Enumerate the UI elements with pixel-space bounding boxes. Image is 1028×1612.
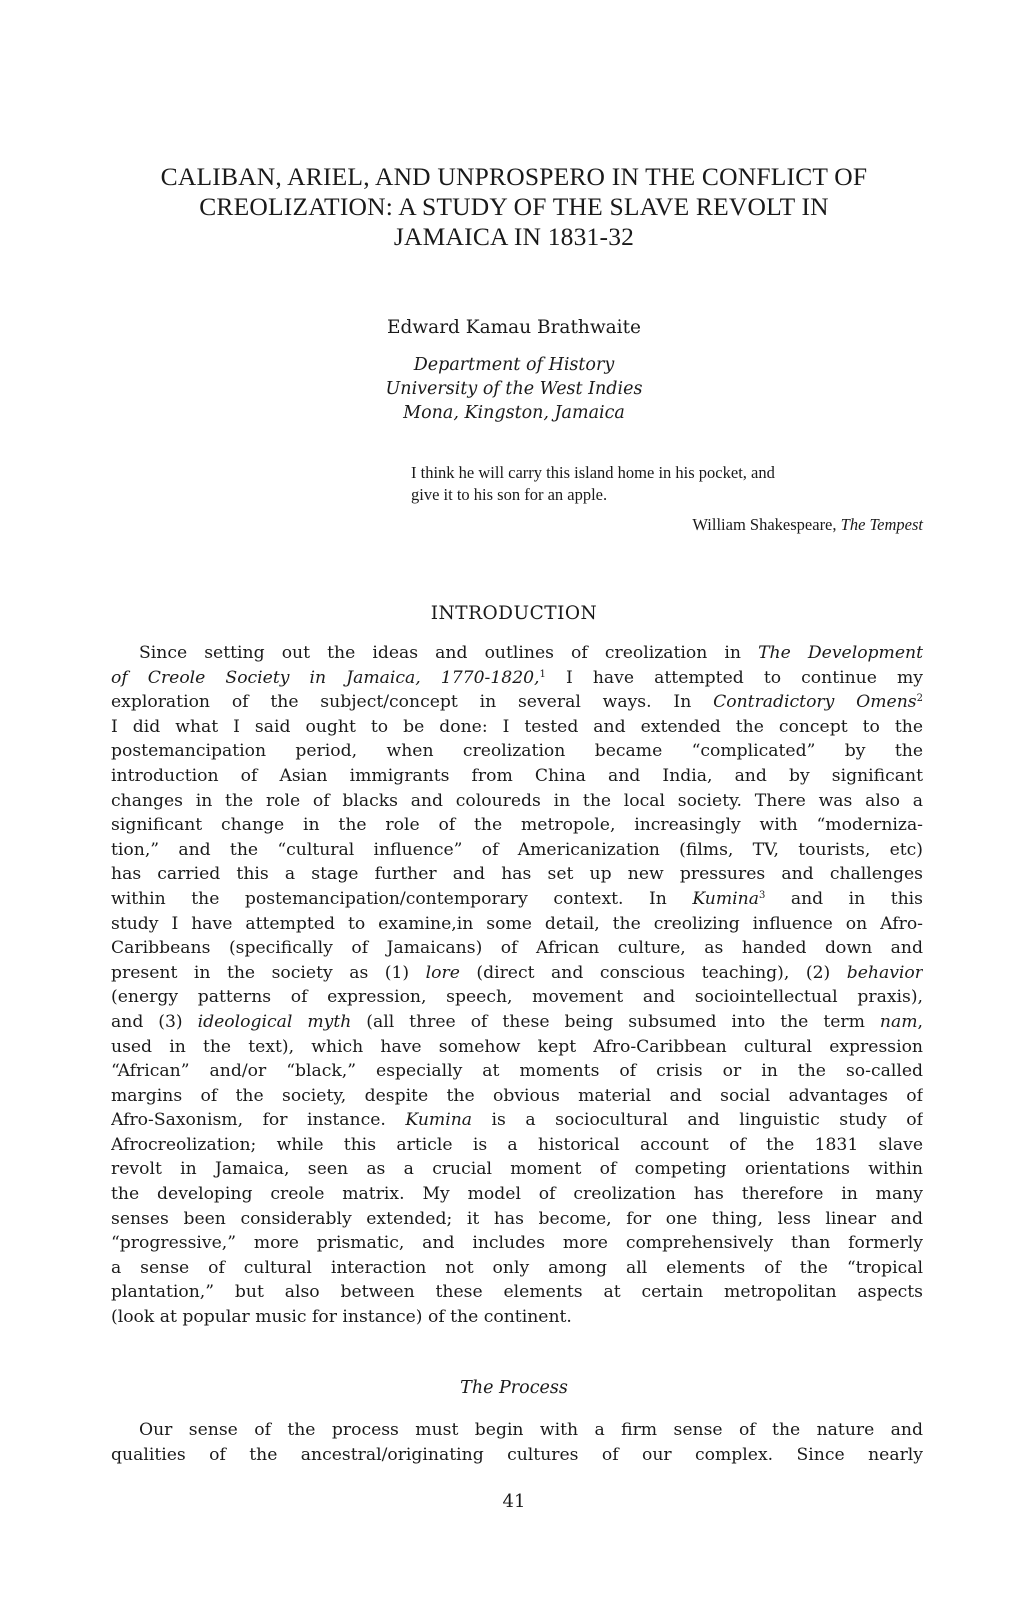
text-line: significant change in the role of the metropole, increasingly with “moderniza- — [111, 815, 923, 836]
article-title — [60, 162, 968, 252]
text-line: Since setting out the ideas and outlines of creolization in The Development — [139, 643, 923, 663]
title-line: JAMAICA IN 1831-32 — [393, 222, 635, 251]
text-line: Afro-Saxonism, for instance. Kumina is a sociocultural and linguistic study of — [111, 1110, 923, 1131]
text-line: revolt in Jamaica, seen as a crucial moment of competing orientations within — [111, 1159, 923, 1180]
footnote-ref: 1 — [539, 668, 546, 680]
text-line: margins of the society, despite the obvious material and social advantages of — [111, 1085, 923, 1106]
attribution-author: William Shakespeare, — [692, 515, 841, 534]
author-name: Edward Kamau Brathwaite — [387, 317, 641, 338]
text-line: changes in the role of blacks and coloureds in the local society. There was also a — [111, 790, 923, 811]
process-paragraph — [111, 1418, 923, 1467]
text-line: of Creole Society in Jamaica, 1770-1820,$^1$ I have attempted to continue my — [111, 667, 923, 688]
text-line: “progressive,” more prismatic, and includes more comprehensively than formerly — [111, 1233, 923, 1254]
text-line: qualities of the ancestral/originating cultures of our complex. Since nearly — [111, 1444, 923, 1465]
subsection-heading: The Process — [460, 1378, 568, 1398]
text-line: “African” and/or “black,” especially at moments of crisis or in the so-called — [111, 1061, 923, 1082]
text-line: Caribbeans (specifically of Jamaicans) of African culture, as handed down and — [111, 938, 923, 959]
page-number: 41 — [502, 1491, 526, 1512]
title-line: CREOLIZATION: A STUDY OF THE SLAVE REVOLT IN — [199, 192, 829, 221]
text-line: a sense of cultural interaction not only among all elements of the “tropical — [111, 1257, 923, 1278]
text-line: used in the text), which have somehow kept Afro-Caribbean cultural expression — [111, 1036, 923, 1057]
text-line: study I have attempted to examine,in some detail, the creolizing influence on Afro- — [111, 913, 923, 934]
epigraph-quote — [411, 462, 923, 506]
text-line: the developing creole matrix. My model of creolization has therefore in many — [111, 1184, 923, 1205]
text-line: within the postemancipation/contemporary context. In Kumina$^3$ and in this — [111, 888, 923, 909]
text-line: Our sense of the process must begin with a firm sense of the nature and — [139, 1420, 923, 1440]
text-line: has carried this a stage further and has set up new pressures and challenges — [111, 864, 923, 885]
text-line: present in the society as (1) lore (direct and conscious teaching), (2) behavior — [111, 962, 923, 983]
epigraph-line: give it to his son for an apple. — [411, 485, 608, 504]
text-line: tion,” and the “cultural influence” of Americanization (films, TV, tourists, etc) — [111, 839, 923, 860]
text-line: I did what I said ought to be done: I tested and extended the concept to the — [111, 716, 923, 737]
affiliation-university: University of the West Indies — [385, 379, 643, 399]
epigraph-attribution — [411, 514, 923, 536]
text-line: senses been considerably extended; it has become, for one thing, less linear and — [111, 1208, 923, 1229]
text-line: plantation,” but also between these elements at certain metropolitan aspects — [111, 1282, 923, 1303]
text-line: (look at popular music for instance) of the continent. — [111, 1307, 572, 1328]
epigraph-line: I think he will carry this island home in his pocket, and — [411, 463, 775, 482]
attribution-work: The Tempest — [840, 515, 923, 534]
text-line: introduction of Asian immigrants from China and India, and by significant — [111, 765, 923, 786]
author-affiliation — [60, 353, 968, 425]
text-line: Afrocreolization; while this article is a historical account of the 1831 slave — [111, 1134, 923, 1155]
text-line: postemancipation period, when creolization became “complicated” by the — [111, 741, 923, 762]
section-heading: INTRODUCTION — [430, 603, 598, 624]
text-line: exploration of the subject/concept in several ways. In Contradictory Omens$^2$ — [111, 692, 923, 713]
introduction-paragraph — [111, 641, 923, 1330]
footnote-ref: 2 — [916, 693, 923, 705]
footnote-ref: 3 — [759, 889, 766, 901]
text-line: and (3) ideological myth (all three of these being subsumed into the term nam, — [111, 1011, 923, 1032]
title-line: CALIBAN, ARIEL, AND UNPROSPERO IN THE CONFLICT OF — [160, 162, 868, 191]
affiliation-department: Department of History — [413, 355, 615, 375]
affiliation-location: Mona, Kingston, Jamaica — [403, 403, 625, 423]
text-line: (energy patterns of expression, speech, movement and sociointellectual praxis), — [111, 987, 923, 1008]
